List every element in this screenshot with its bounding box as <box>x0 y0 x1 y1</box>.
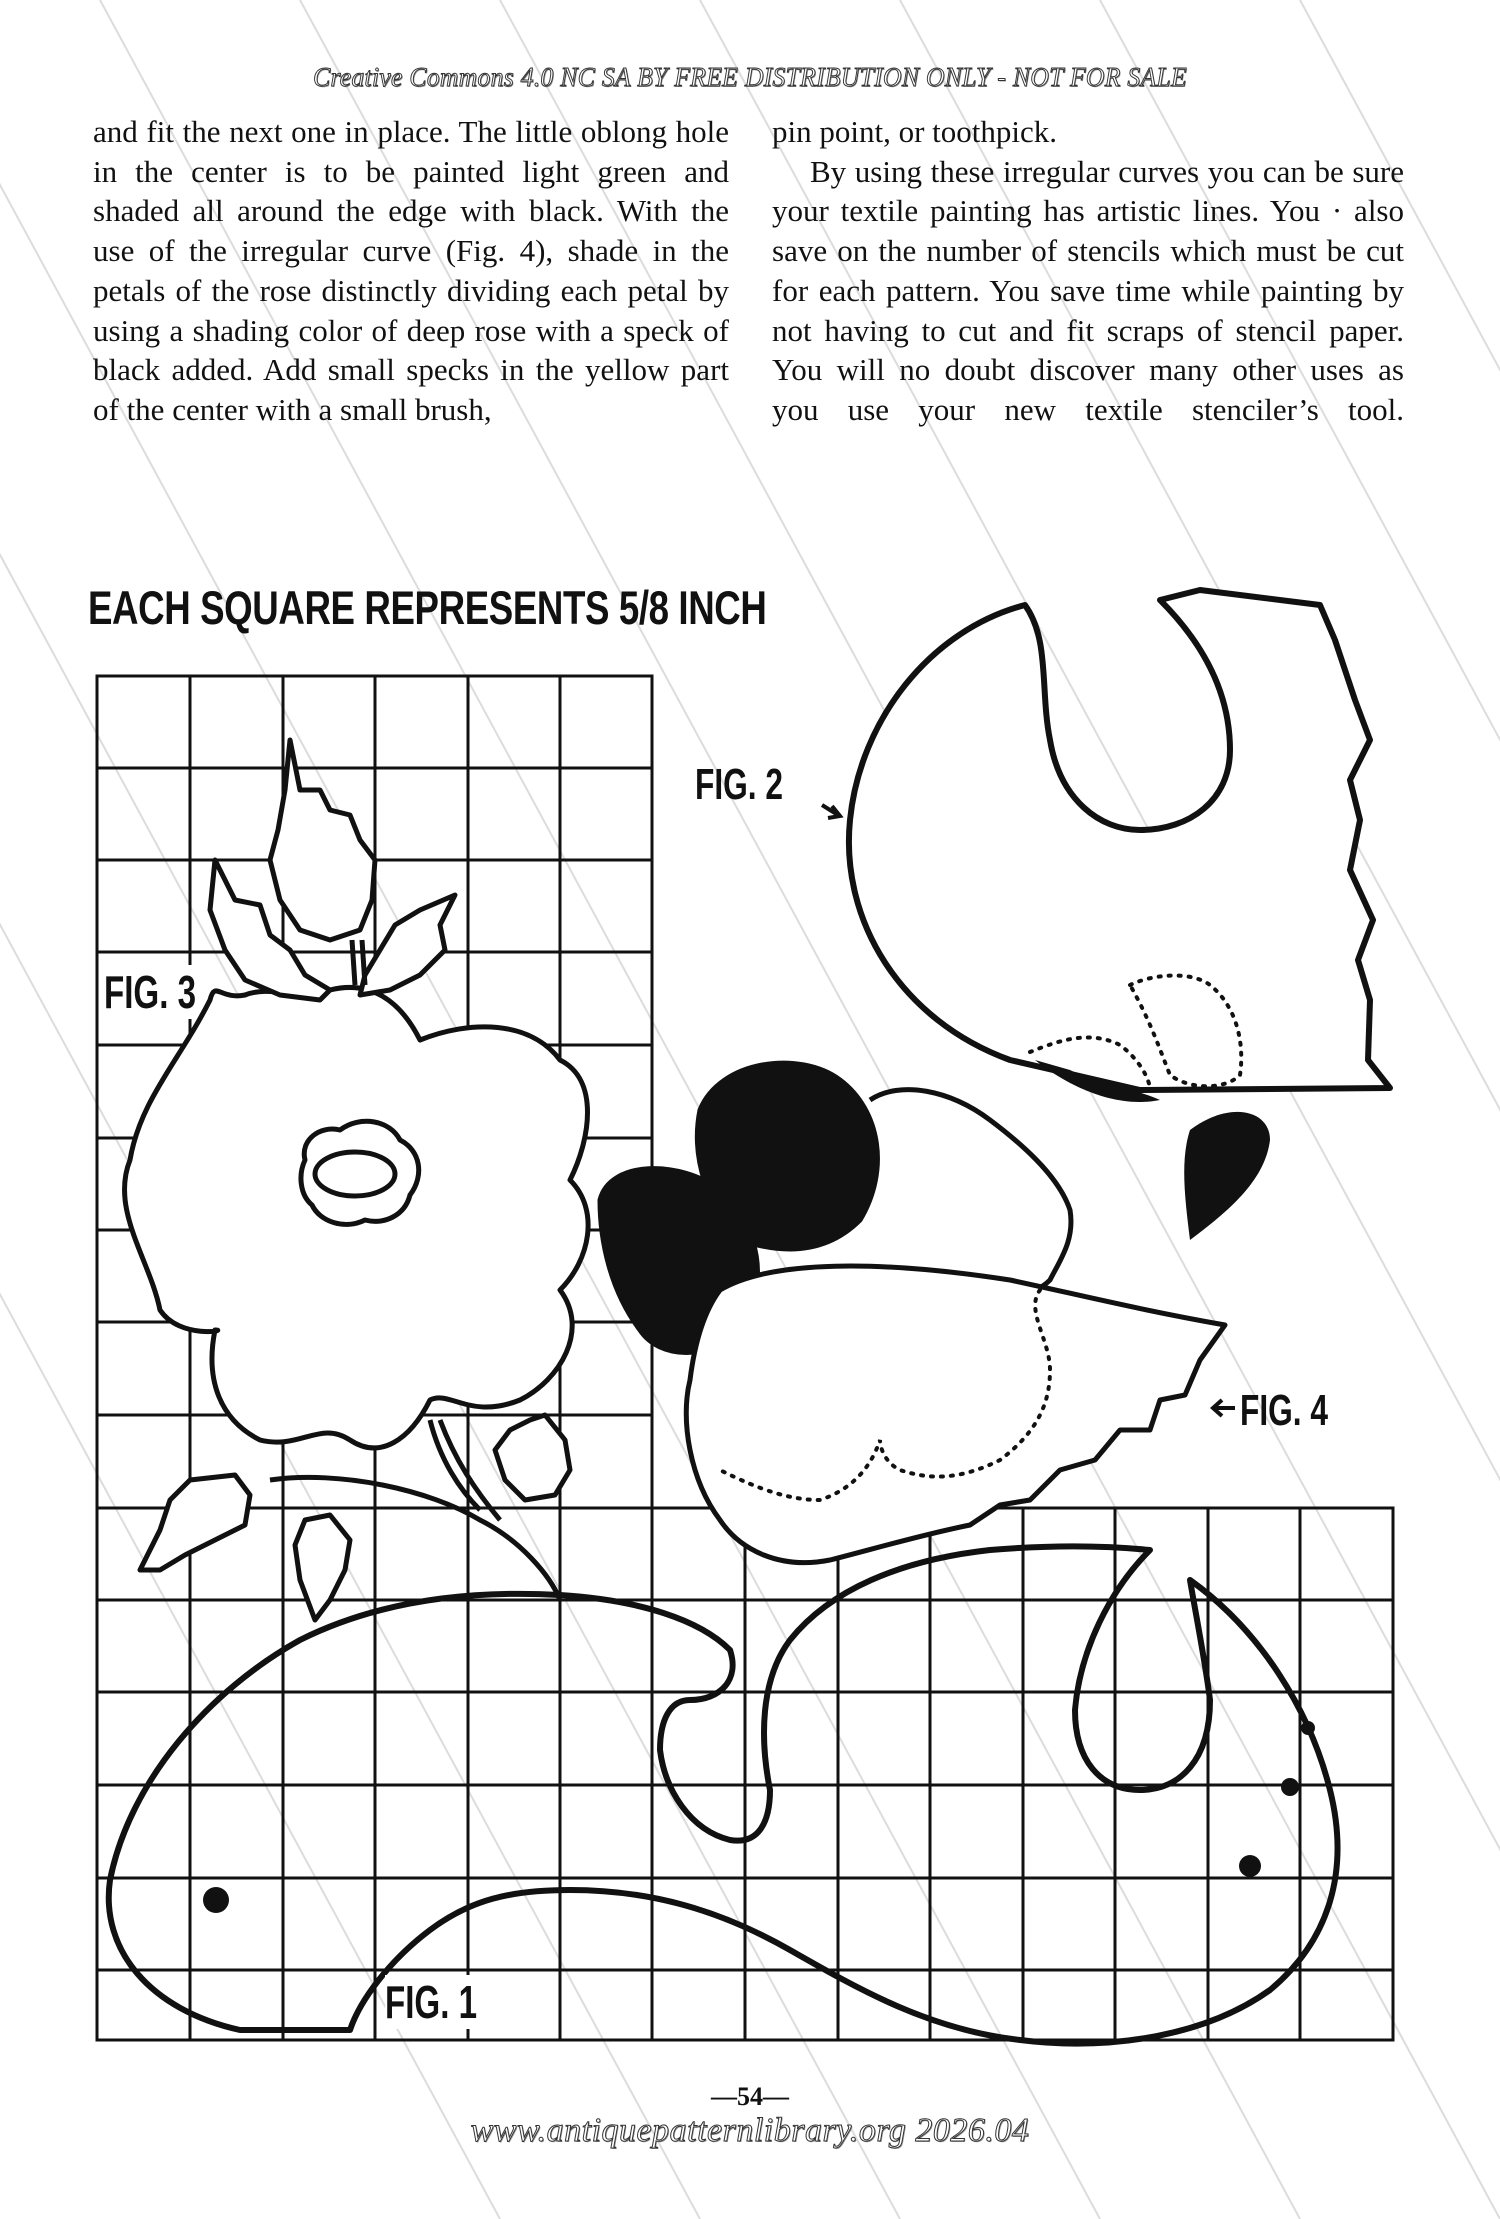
fig4-arrow-icon <box>1213 1400 1235 1416</box>
page-number: —54— <box>711 2082 789 2111</box>
paragraph: pin point, or toothpick. <box>772 114 1058 149</box>
punch-hole <box>203 1887 229 1913</box>
fig2-template <box>849 590 1390 1090</box>
site-footer: www.antiquepatternlibrary.org 2026.04 <box>470 2112 1030 2149</box>
fig4-curve <box>686 1266 1225 1563</box>
punch-hole <box>1281 1778 1299 1796</box>
punch-hole <box>1301 1721 1315 1735</box>
fig3-rose <box>124 987 588 1447</box>
fig2-arrow-icon <box>822 805 840 818</box>
punch-hole <box>1239 1855 1261 1877</box>
fig1-punch-holes <box>203 1721 1315 1913</box>
scale-heading: EACH SQUARE REPRESENTS 5/8 INCH <box>88 581 767 634</box>
fig2-label: FIG. 2 <box>695 760 784 809</box>
fig3-label: FIG. 3 <box>104 966 197 1018</box>
fig4-label: FIG. 4 <box>1240 1386 1329 1435</box>
license-header: Creative Commons 4.0 NC SA BY FREE DISTRIBUTION ONLY - NOT FOR SALE <box>313 62 1187 92</box>
paragraph: By using these irregular curves you can be sure your textile painting has artistic lines. You · also save on the number of stencils which must be cut for each pattern. You save time while painting by not having to cut and fit scraps of stencil paper. You will no doubt discover many other uses as you use your new textile stenciler’s tool. <box>772 153 1404 427</box>
paragraph: and fit the next one in place. The little oblong hole in the center is to be painted light green and shaded all around the edge with black. With the use of the irregular curve (Fig. 4), shade in the petals of the rose distinctly dividing each petal by using a shading color of deep rose with a speck of black added. Add small specks in the yellow part of the center with a small brush, <box>93 114 729 427</box>
fig1-label: FIG. 1 <box>385 1976 478 2028</box>
